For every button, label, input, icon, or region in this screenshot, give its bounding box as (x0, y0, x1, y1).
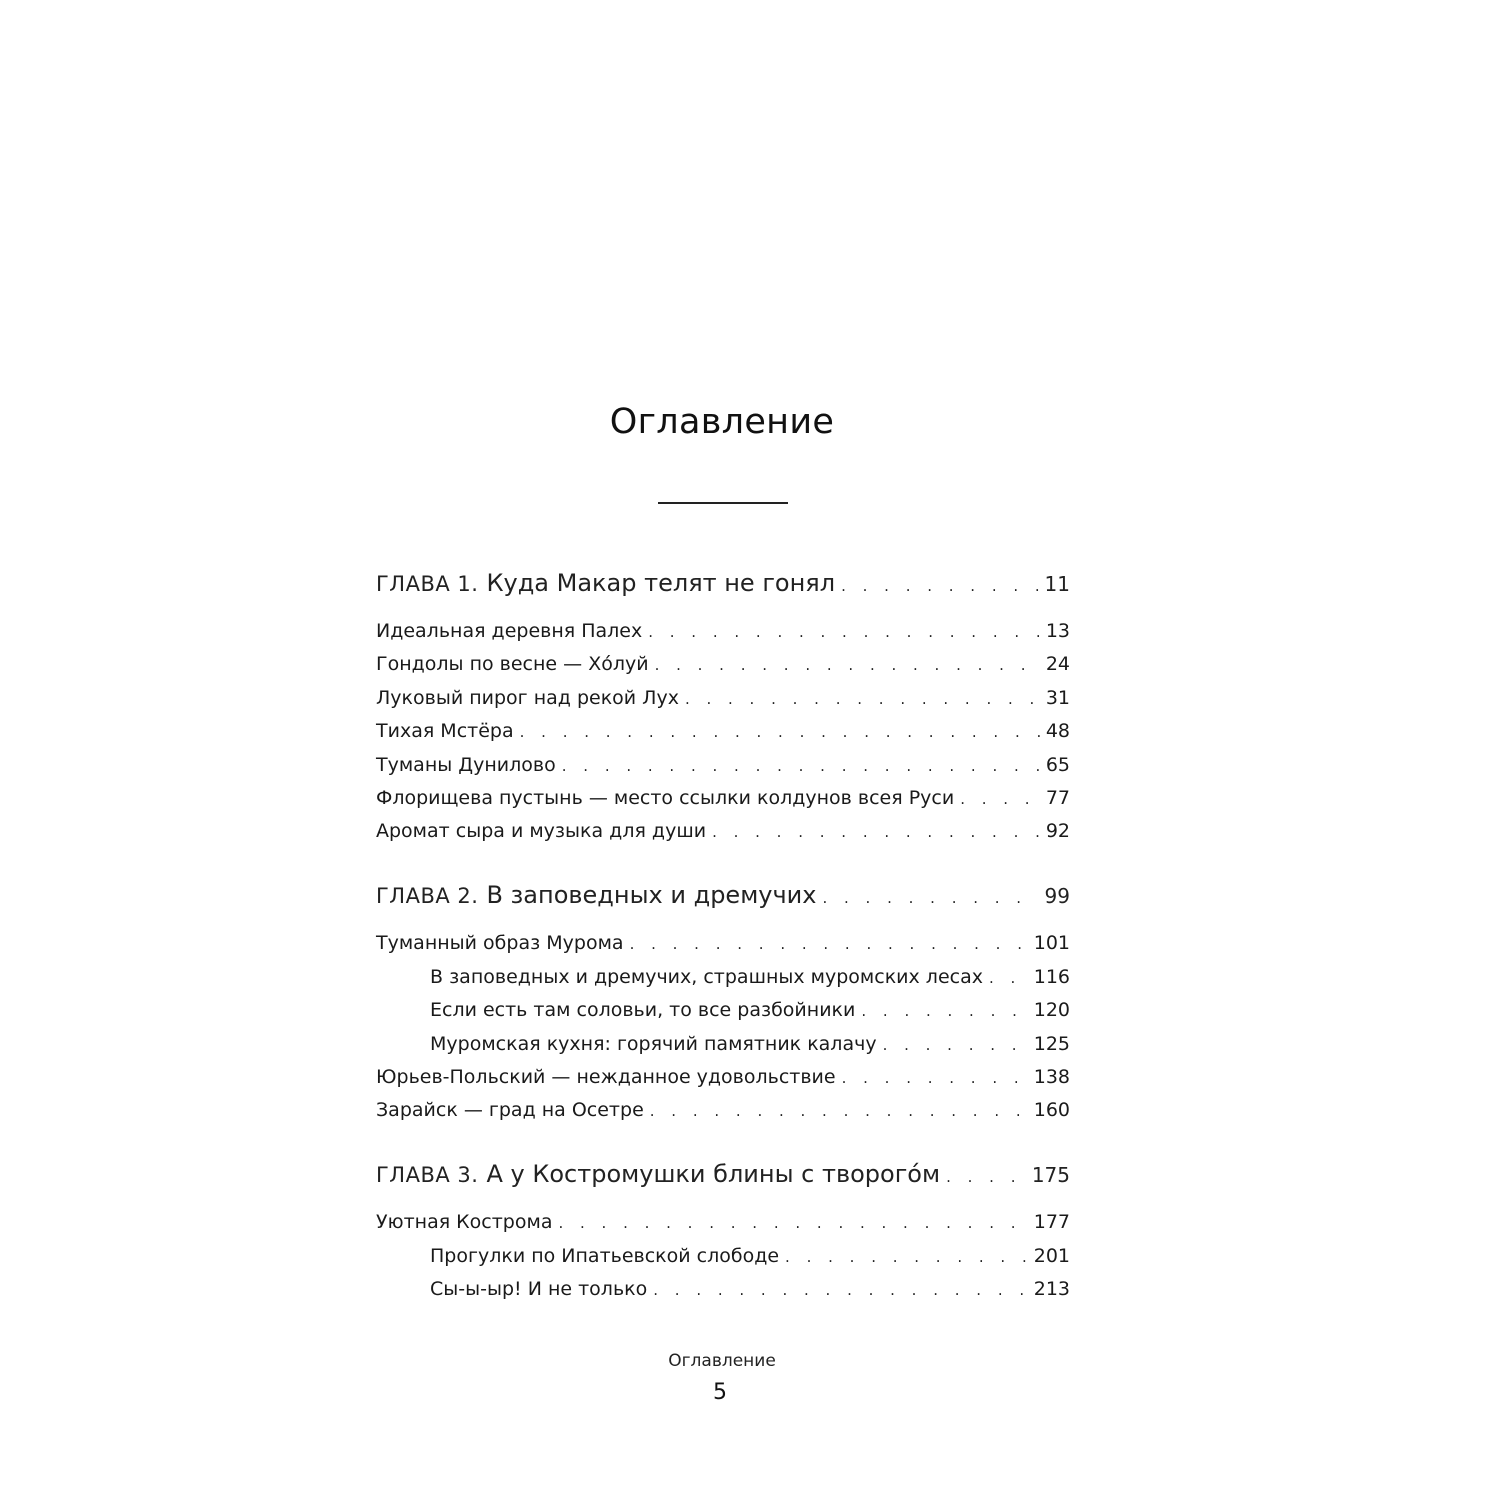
toc-entry[interactable] (376, 653, 1070, 675)
chapter-prefix: ГЛАВА 1. (376, 572, 479, 596)
entry-page-number: 24 (1045, 653, 1070, 675)
entry-page-number: 177 (1033, 1211, 1070, 1233)
entry-title: Если есть там соловьи, то все разбойники (430, 999, 856, 1021)
entry-page-number: 116 (1033, 966, 1070, 988)
entry-page-number: 101 (1033, 932, 1070, 954)
toc-chapter-1[interactable] (376, 569, 1070, 597)
toc-subentry[interactable] (430, 999, 1070, 1021)
chapter-prefix: ГЛАВА 3. (376, 1163, 479, 1187)
chapter-page-number: 99 (1044, 884, 1070, 908)
dot-leader (822, 889, 1038, 907)
toc-chapter-3[interactable] (376, 1160, 1070, 1188)
entry-title: Тихая Мстёра (376, 720, 514, 742)
entry-title: Гондолы по весне — Хóлуй (376, 653, 649, 675)
dot-leader (648, 623, 1040, 641)
toc-entry[interactable] (376, 820, 1070, 842)
entry-page-number: 138 (1033, 1066, 1070, 1088)
running-footer: Оглавление (668, 1351, 776, 1371)
dot-leader (841, 577, 1038, 595)
entry-title: В заповедных и дремучих, страшных муромских лесах (430, 966, 983, 988)
toc-entry[interactable] (376, 932, 1070, 954)
toc-entry[interactable] (376, 620, 1070, 642)
dot-leader (630, 935, 1028, 953)
dot-leader (520, 723, 1040, 741)
chapter-title: Куда Макар телят не гонял (486, 569, 836, 597)
dot-leader (655, 656, 1040, 674)
entry-page-number: 48 (1045, 720, 1070, 742)
page-number: 5 (713, 1380, 727, 1405)
chapter-heading (376, 1160, 940, 1188)
entry-title: Туманы Дунилово (376, 754, 556, 776)
toc-subentry[interactable] (430, 1033, 1070, 1055)
entry-page-number: 201 (1033, 1245, 1070, 1267)
chapter-heading (376, 569, 835, 597)
entry-page-number: 77 (1045, 787, 1070, 809)
entry-title: Прогулки по Ипатьевской слободе (430, 1245, 780, 1267)
dot-leader (712, 823, 1040, 841)
entry-page-number: 125 (1033, 1033, 1070, 1055)
title-divider (658, 502, 788, 504)
dot-leader (960, 790, 1040, 808)
chapter-title: А у Костромушки блины с творогóм (486, 1160, 941, 1188)
dot-leader (861, 1002, 1027, 1020)
entry-title: Флорищева пустынь — место ссылки колдунов всея Руси (376, 787, 955, 809)
entry-page-number: 213 (1033, 1278, 1070, 1300)
entry-page-number: 65 (1045, 754, 1070, 776)
dot-leader (685, 690, 1040, 708)
chapter-page-number: 175 (1031, 1163, 1070, 1187)
page-title: Оглавление (609, 402, 835, 442)
toc-entry[interactable] (376, 1066, 1070, 1088)
toc-entry[interactable] (376, 720, 1070, 742)
dot-leader (842, 1069, 1028, 1087)
entry-title: Сы-ы-ыр! И не только (430, 1278, 648, 1300)
dot-leader (946, 1168, 1026, 1186)
dot-leader (650, 1102, 1028, 1120)
chapter-prefix: ГЛАВА 2. (376, 884, 479, 908)
entry-title: Муромская кухня: горячий памятник калачу (430, 1033, 877, 1055)
entry-page-number: 31 (1045, 687, 1070, 709)
entry-page-number: 120 (1033, 999, 1070, 1021)
toc-subentry[interactable] (430, 1278, 1070, 1300)
entry-title: Зарайск — град на Осетре (376, 1099, 644, 1121)
toc-entry[interactable] (376, 1099, 1070, 1121)
entry-title: Туманный образ Мурома (376, 932, 624, 954)
chapter-page-number: 11 (1044, 572, 1070, 596)
toc-subentry[interactable] (430, 966, 1070, 988)
dot-leader (562, 757, 1040, 775)
toc-entry[interactable] (376, 787, 1070, 809)
entry-title: Аромат сыра и музыка для души (376, 820, 707, 842)
entry-title: Луковый пирог над рекой Лух (376, 687, 679, 709)
entry-page-number: 160 (1033, 1099, 1070, 1121)
toc-subentry[interactable] (430, 1245, 1070, 1267)
entry-title: Уютная Кострома (376, 1211, 553, 1233)
dot-leader (558, 1214, 1027, 1232)
entry-title: Юрьев-Польский — нежданное удовольствие (376, 1066, 836, 1088)
toc-entry[interactable] (376, 754, 1070, 776)
entry-title: Идеальная деревня Палех (376, 620, 643, 642)
entry-page-number: 13 (1045, 620, 1070, 642)
dot-leader (785, 1248, 1028, 1266)
dot-leader (989, 969, 1028, 987)
chapter-title: В заповедных и дремучих (486, 881, 817, 909)
toc-entry[interactable] (376, 687, 1070, 709)
toc-entry[interactable] (376, 1211, 1070, 1233)
dot-leader (883, 1036, 1028, 1054)
chapter-heading (376, 881, 816, 909)
entry-page-number: 92 (1045, 820, 1070, 842)
dot-leader (653, 1281, 1027, 1299)
toc-chapter-2[interactable] (376, 881, 1070, 909)
